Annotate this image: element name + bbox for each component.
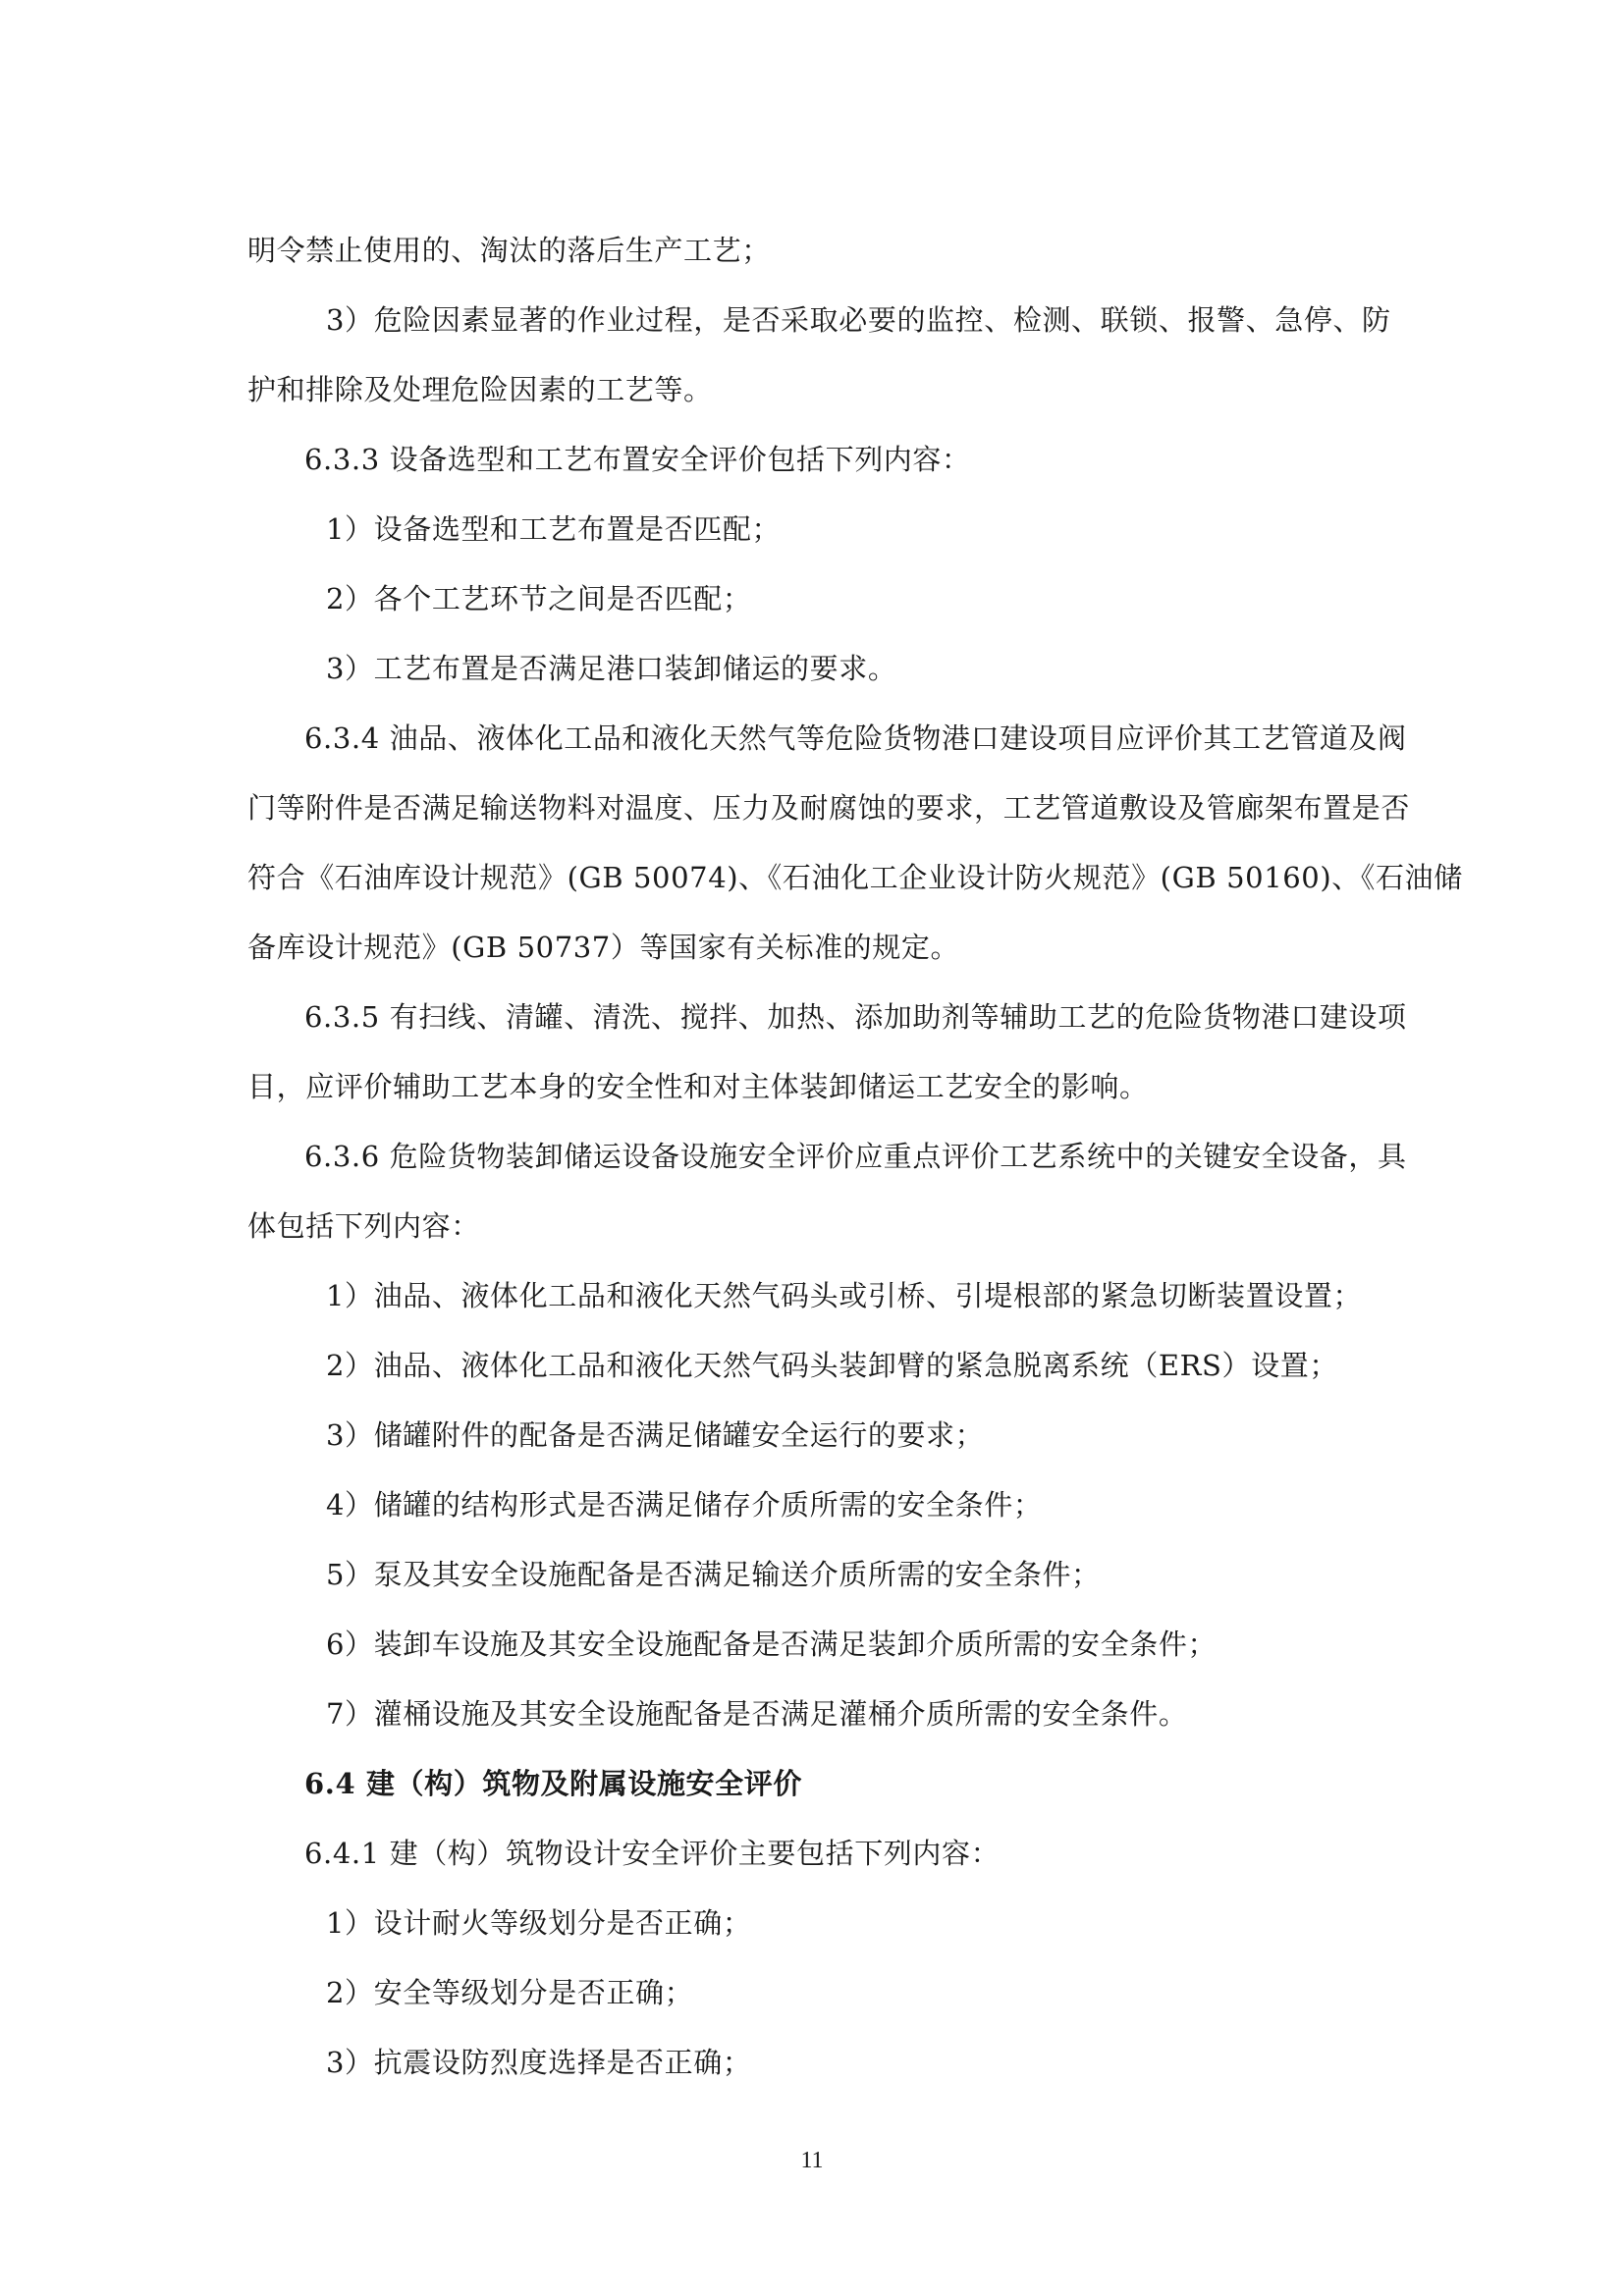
list-item: 5）泵及其安全设施配备是否满足输送介质所需的安全条件； [326, 1558, 1101, 1591]
text-line: 明令禁止使用的、淘汰的落后生产工艺； [247, 234, 771, 267]
document-body [247, 216, 1463, 2098]
clause-6-3-4: 6.3.4 油品、液体化工品和液化天然气等危险货物港口建设项目应评价其工艺管道及阀 [304, 721, 1407, 755]
list-item: 3）抗震设防烈度选择是否正确； [326, 2046, 752, 2079]
list-item: 3）危险因素显著的作业过程，是否采取必要的监控、检测、联锁、报警、急停、防 [326, 303, 1391, 337]
clause-6-3-3: 6.3.3 设备选型和工艺布置安全评价包括下列内容： [304, 443, 971, 476]
list-item: 1）设备选型和工艺布置是否匹配； [326, 512, 782, 546]
list-item: 2）各个工艺环节之间是否匹配； [326, 582, 752, 615]
clause-6-4-1: 6.4.1 建（构）筑物设计安全评价主要包括下列内容： [304, 1837, 1001, 1870]
list-item: 1）油品、液体化工品和液化天然气码头或引桥、引堤根部的紧急切断装置设置； [326, 1279, 1363, 1312]
clause-6-3-6: 6.3.6 危险货物装卸储运设备设施安全评价应重点评价工艺系统中的关键安全设备，具 [304, 1140, 1407, 1173]
clause-6-3-5: 6.3.5 有扫线、清罐、清洗、搅拌、加热、添加助剂等辅助工艺的危险货物港口建设项 [304, 1000, 1407, 1034]
text-line: 护和排除及处理危险因素的工艺等。 [247, 373, 713, 406]
list-item: 1）设计耐火等级划分是否正确； [326, 1906, 752, 1940]
list-item: 2）安全等级划分是否正确； [326, 1976, 694, 2009]
text-line: 符合《石油库设计规范》(GB 50074)、《石油化工企业设计防火规范》(GB 50160)、《石油储 [247, 861, 1463, 894]
page-number: 11 [800, 2148, 824, 2173]
text-line: 门等附件是否满足输送物料对温度、压力及耐腐蚀的要求，工艺管道敷设及管廊架布置是否 [247, 791, 1411, 825]
list-item: 7）灌桶设施及其安全设施配备是否满足灌桶介质所需的安全条件。 [326, 1697, 1188, 1731]
section-heading-6-4: 6.4 建（构）筑物及附属设施安全评价 [304, 1767, 802, 1800]
list-item: 2）油品、液体化工品和液化天然气码头装卸臂的紧急脱离系统（ERS）设置； [326, 1349, 1338, 1382]
list-item: 6）装卸车设施及其安全设施配备是否满足装卸介质所需的安全条件； [326, 1628, 1218, 1661]
list-item: 4）储罐的结构形式是否满足储存介质所需的安全条件； [326, 1488, 1043, 1522]
list-item: 3）储罐附件的配备是否满足储罐安全运行的要求； [326, 1418, 985, 1452]
text-line: 目，应评价辅助工艺本身的安全性和对主体装卸储运工艺安全的影响。 [247, 1070, 1149, 1103]
list-item: 3）工艺布置是否满足港口装卸储运的要求。 [326, 652, 897, 685]
text-line: 体包括下列内容： [247, 1209, 480, 1243]
text-line: 备库设计规范》(GB 50737）等国家有关标准的规定。 [247, 931, 960, 964]
